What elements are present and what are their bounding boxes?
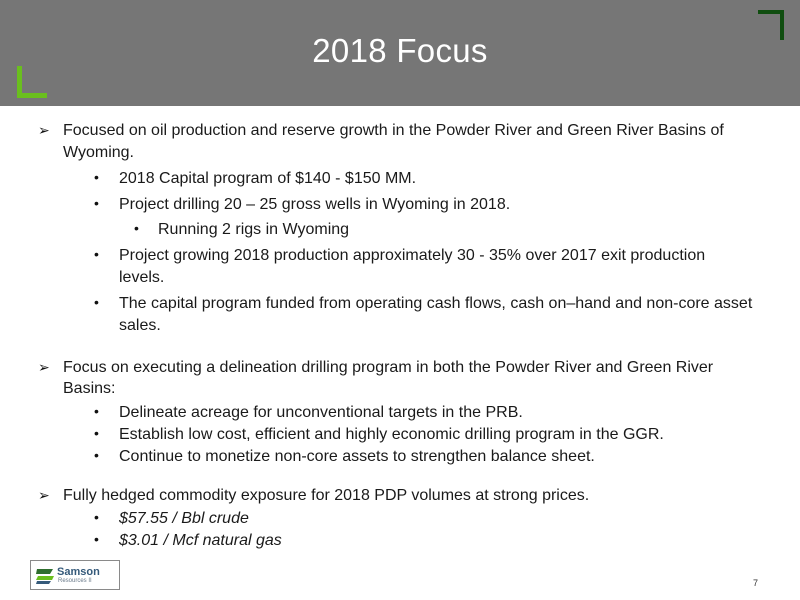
corner-bracket-icon (758, 10, 784, 40)
logo-wordmark: Samson (57, 566, 100, 578)
dot-bullet-icon: • (134, 220, 139, 236)
sub-bullet-text: Project drilling 20 – 25 gross wells in Wyoming in 2018. (119, 196, 511, 213)
sub-sub-bullet-text: Running 2 rigs in Wyoming (158, 221, 350, 238)
dot-bullet-icon: • (94, 195, 99, 211)
dot-bullet-icon: • (94, 294, 99, 310)
price-gas: $3.01 / Mcf natural gas (119, 532, 282, 549)
logo-mark-icon (35, 567, 55, 585)
logo-subtext: Resources II (58, 578, 92, 584)
arrow-bullet-icon: ➢ (38, 487, 50, 503)
sub-bullet-text: levels. (119, 269, 165, 286)
sub-bullet-text: Establish low cost, efficient and highly economic drilling program in the GGR. (119, 426, 664, 443)
dot-bullet-icon: • (94, 531, 99, 547)
page-number: 7 (752, 578, 758, 588)
sub-bullet-text: Project growing 2018 production approximately 30 - 35% over 2017 exit production (119, 247, 706, 264)
arrow-bullet-icon: ➢ (38, 122, 50, 138)
bullet-text: Focused on oil production and reserve growth in the Powder River and Green River Basins of (63, 122, 724, 139)
dot-bullet-icon: • (94, 403, 99, 419)
corner-bracket-icon (17, 66, 47, 98)
bullet-text: Focus on executing a delineation drilling program in both the Powder River and Green River (63, 359, 714, 376)
sub-bullet-text: Delineate acreage for unconventional targets in the PRB. (119, 404, 523, 421)
bullet-text: Wyoming. (63, 144, 134, 161)
dot-bullet-icon: • (94, 425, 99, 441)
sub-bullet-text: sales. (119, 317, 161, 334)
sub-bullet-text: 2018 Capital program of $140 - $150 MM. (119, 170, 417, 187)
arrow-bullet-icon: ➢ (38, 359, 50, 375)
price-crude: $57.55 / Bbl crude (119, 510, 249, 527)
dot-bullet-icon: • (94, 169, 99, 185)
company-logo (30, 560, 120, 590)
sub-bullet-text: Continue to monetize non-core assets to strengthen balance sheet. (119, 448, 595, 465)
sub-bullet-text: The capital program funded from operating cash flows, cash on–hand and non-core asset (119, 295, 753, 312)
dot-bullet-icon: • (94, 246, 99, 262)
bullet-text: Fully hedged commodity exposure for 2018 PDP volumes at strong prices. (63, 487, 590, 504)
dot-bullet-icon: • (94, 509, 99, 525)
dot-bullet-icon: • (94, 447, 99, 463)
bullet-text: Basins: (63, 380, 116, 397)
slide-header (0, 0, 800, 106)
slide-title: 2018 Focus (312, 32, 488, 69)
